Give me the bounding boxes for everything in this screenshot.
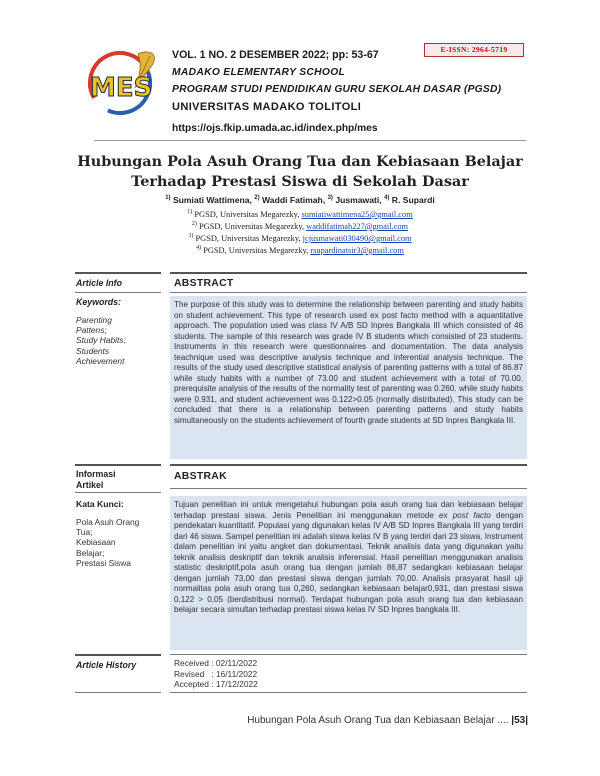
keyword-list: [76, 315, 160, 366]
main-rule: [170, 692, 527, 693]
abstrak-body: [170, 496, 527, 650]
kata-kunci-list: [76, 517, 160, 568]
page-footer: [247, 715, 528, 726]
sidebar-rule: [75, 272, 161, 274]
keyword: Achievement: [76, 355, 125, 366]
author-4-sup: 4): [384, 195, 390, 202]
running-title: Hubungan Pola Asuh Orang Tua dan Kebiasaan Belajar ....: [247, 715, 512, 726]
email-link-1[interactable]: sumiatiwattimena25@gmail.com: [301, 209, 413, 219]
keyword: Pattens;: [76, 325, 107, 336]
author-2-sup: 2): [254, 195, 260, 202]
sidebar-rule: [75, 692, 161, 693]
affiliation-3-sup: 3): [188, 233, 194, 239]
affiliation-4-text: PGSD, Universitas Megarezky,: [203, 245, 311, 255]
informasi-artikel-label: [76, 469, 116, 491]
kata-kunci: Prestasi Siswa: [76, 557, 131, 568]
kata-kunci: Kebiasaan: [76, 537, 116, 548]
abstract-heading: ABSTRACT: [174, 278, 234, 289]
issn-badge: E-ISSN: 2964-5719: [424, 43, 524, 57]
main-rule: [170, 654, 527, 655]
program-name: PROGRAM STUDI PENDIDIKAN GURU SEKOLAH DASAR (PGSD): [172, 84, 502, 95]
abstrak-heading: ABSTRAK: [174, 471, 227, 482]
affiliation-2: [70, 221, 530, 231]
author-list: $^{1)}$ Sumiati Wattimena, $^{2)}$ Waddi Fatimah, $^{3)}$ Jusmawati, $^{4)}$ R. Supardi: [165, 195, 435, 205]
svg-text:MES: MES: [90, 73, 153, 103]
journal-url[interactable]: https://ojs.fkip.umada.ac.id/index.php/mes: [172, 123, 378, 134]
email-link-3[interactable]: jcjusmawati030490@gmail.com: [302, 233, 412, 243]
article-history: [174, 658, 258, 690]
affiliation-1: [70, 209, 530, 219]
affiliation-3-text: PGSD, Universitas Megarezky,: [195, 233, 303, 243]
keyword: Study Habits;: [76, 335, 126, 346]
sidebar-rule: [75, 292, 161, 293]
article-history-label: Article History: [76, 660, 137, 670]
sidebar-rule: [75, 654, 161, 656]
journal-logo: [80, 46, 164, 118]
keyword: Parenting: [76, 315, 112, 325]
author-4: R. Supardi: [391, 195, 435, 205]
accepted-date: Accepted : 17/12/2022: [174, 679, 258, 690]
author-3: Jusmawati: [335, 195, 380, 205]
header-rule: [94, 140, 526, 141]
university-name: UNIVERSITAS MADAKO TOLITOLI: [172, 101, 362, 113]
abstract-body: The purpose of this study was to determine the relationship between parenting and study habits on student achievement. This type of research used ex post facto method with a aquantitative approach. The population used was class IV A/B SD Inpres Bangkala III which consisted of 46 students. The sample of this research was grade IV B students which consisted of 23 students. Instruments in this research were questionnaires and documentation. The data analysis teachnique used was descriptive analysis technique and inferential analysis technique. The results of the study used descriptive statistical analysis of parenting patterns with a total of 86.87 while study habits with a number of 73.00 and student achievement with a total of 70.00. prerequisite analysis of the results of the normality test of parenting was 0.260. while study habits were 0.931, and student achievement was 0.122>0.05 (normally distributed). This study can be concluded that there is a relationship between parenting patterns and study habits simultaneously on the students achievement of fourth grade students at SD Inpres Bangkala III.: [170, 296, 527, 459]
main-rule: [170, 272, 527, 274]
affiliation-3: [70, 233, 530, 243]
affiliation-4-sup: 4): [196, 245, 202, 251]
article-title-line-2: Terhadap Prestasi Siswa di Sekolah Dasar: [131, 173, 469, 190]
author-1-sup: 1): [165, 195, 171, 202]
main-rule: [170, 488, 527, 489]
affiliation-1-sup: 1): [187, 209, 193, 215]
abstrak-italic-term: ex post facto: [439, 510, 491, 520]
email-link-2[interactable]: waddifatimah227@gmail.com: [306, 221, 409, 231]
received-date: Received : 02/11/2022: [174, 658, 258, 668]
author-1: Sumiati Wattimena: [172, 195, 250, 205]
kata-kunci: Pola Asuh Orang: [76, 517, 140, 527]
keyword: Students: [76, 345, 110, 356]
affiliation-2-sup: 2): [191, 221, 197, 227]
sidebar-rule: [75, 464, 161, 466]
affiliation-1-text: PGSD, Universitas Megarezky,: [194, 209, 302, 219]
sidebar-rule: [75, 492, 161, 493]
kata-kunci: Belajar;: [76, 547, 105, 558]
kata-kunci: Tua;: [76, 527, 93, 538]
author-3-sup: 3): [327, 195, 333, 202]
volume-line: VOL. 1 NO. 2 DESEMBER 2022; pp: 53-67: [172, 49, 379, 61]
article-title-line-1: Hubungan Pola Asuh Orang Tua dan Kebiasaan Belajar: [77, 153, 523, 170]
email-link-4[interactable]: rsupardinatsir3@gmail.com: [310, 245, 404, 255]
informasi-label-line-2: Artikel: [76, 480, 104, 490]
main-rule: [170, 292, 527, 293]
affiliation-2-text: PGSD, Universitas Megarezky,: [199, 221, 307, 231]
abstrak-text-part-2: dengan pendekatan kuantitatif. Populasi yang digunakan kelas IV A/B SD Inpres Bangkala III yang terdiri dari 46 siswa. Sampel penelitian ini adalah siswa kelas IV B yang terdiri dari 23 siswa. Instrument dalam penelitian ini yaitu angket dan dokumentasi. Teknik analisis data yang digunakan yaitu teknik analisis deskriptif dan teknik analisis inferensial. Hasil penelitian menggunakan analisis statistic deskriptif,pola asuh orang tua dengan jumlah 86,87 sedangkan kebiasaan belajar dengan jumlah 73,00 dan prestasi siswa dengan jumlah 70,00. Analisis prasyarat hasil uji normalitas pola asuh orang tua 0,260, sedangkan kebiasaan belajar0,931, dan prestasi siswa 0,122 > 0,05 (berdistribusi normal). Terdapat hubungan pola asuh orang tua dan kebiasaan belajar secara simultan terhadap prestasi siswa kelas IV SD Inpres bangkala III.: [174, 510, 523, 615]
affiliation-4: [70, 245, 530, 255]
revised-date: Revised : 16/11/2022: [174, 668, 258, 679]
kata-kunci-label: Kata Kunci:: [76, 499, 124, 509]
main-rule: [170, 464, 527, 466]
article-info-label: Article Info: [76, 278, 122, 288]
school-name: MADAKO ELEMENTARY SCHOOL: [172, 67, 346, 78]
author-2: Waddi Fatimah: [262, 195, 323, 205]
informasi-label-line-1: Informasi: [76, 469, 116, 479]
page-number: |53|: [511, 715, 528, 726]
keywords-label: Keywords:: [76, 297, 121, 307]
abstrak-text-part-1: Tujuan penelitian ini untuk mengetahui hubungan pola asuh orang tua dan kebiasaan belajar terhadap prestasi siswa. Jenis Penelitian ini menggunakan metode: [174, 500, 523, 520]
